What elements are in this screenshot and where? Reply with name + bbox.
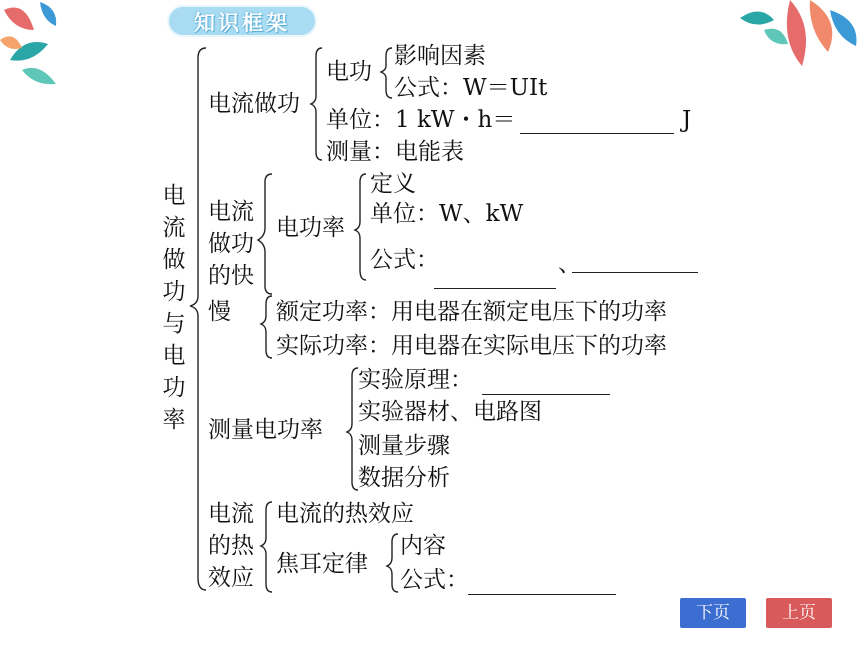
root-title xyxy=(160,180,188,436)
measure-steps: 测量步骤 xyxy=(358,433,450,459)
measurement-meter: 测量：电能表 xyxy=(326,139,464,165)
branch-electric-work: 电流做功 xyxy=(208,91,300,117)
branch-heat-line3: 效应 xyxy=(208,565,254,591)
joule-content: 内容 xyxy=(400,533,446,559)
electric-power-node: 电功率 xyxy=(276,215,345,241)
branch-heat-line2: 的热 xyxy=(208,533,254,559)
data-analysis: 数据分析 xyxy=(358,465,450,491)
root-char: 与 xyxy=(162,311,186,337)
unit-conversion: 单位：1 kW・h＝ xyxy=(326,107,516,133)
joule-formula: 公式： xyxy=(400,567,469,593)
root-char: 率 xyxy=(162,407,186,433)
root-char: 功 xyxy=(162,279,186,305)
answer-blank-joule-formula xyxy=(468,594,616,595)
badge-title: 知识框架 xyxy=(194,11,290,35)
branch-speed-line2: 做功 xyxy=(208,231,254,257)
root-char: 流 xyxy=(162,215,186,241)
influence-factors: 影响因素 xyxy=(394,43,486,69)
heat-effect: 电流的热效应 xyxy=(276,501,414,527)
formula-separator: 、 xyxy=(558,251,581,277)
rated-power: 额定功率：用电器在额定电压下的功率 xyxy=(276,299,667,325)
power-unit: 单位：W、kW xyxy=(370,201,524,227)
branch-speed-line4: 慢 xyxy=(208,299,231,325)
work-formula: 公式：W＝UIt xyxy=(394,75,548,101)
power-formula: 公式： xyxy=(370,247,439,273)
electric-work-node: 电功 xyxy=(326,59,372,85)
branch-measure-power: 测量电功率 xyxy=(208,417,323,443)
power-definition: 定义 xyxy=(370,171,416,197)
prev-page-button[interactable]: 上页 xyxy=(766,598,832,628)
actual-power: 实际功率：用电器在实际电压下的功率 xyxy=(276,333,667,359)
answer-blank-principle xyxy=(482,394,610,395)
answer-blank-joule xyxy=(520,133,674,134)
root-char: 功 xyxy=(162,375,186,401)
branch-speed-line1: 电流 xyxy=(208,199,254,225)
root-char: 做 xyxy=(162,247,186,273)
experiment-equipment: 实验器材、电路图 xyxy=(358,399,542,425)
branch-speed-line3: 的快 xyxy=(208,263,254,289)
answer-blank-formula-2 xyxy=(572,272,698,273)
joule-law: 焦耳定律 xyxy=(276,551,368,577)
experiment-principle: 实验原理： xyxy=(358,367,473,393)
next-page-button[interactable]: 下页 xyxy=(680,598,746,628)
answer-blank-formula-1 xyxy=(434,288,556,289)
branch-heat-line1: 电流 xyxy=(208,501,254,527)
root-char: 电 xyxy=(162,343,186,369)
root-char: 电 xyxy=(162,183,186,209)
joule-unit: J xyxy=(682,107,692,133)
